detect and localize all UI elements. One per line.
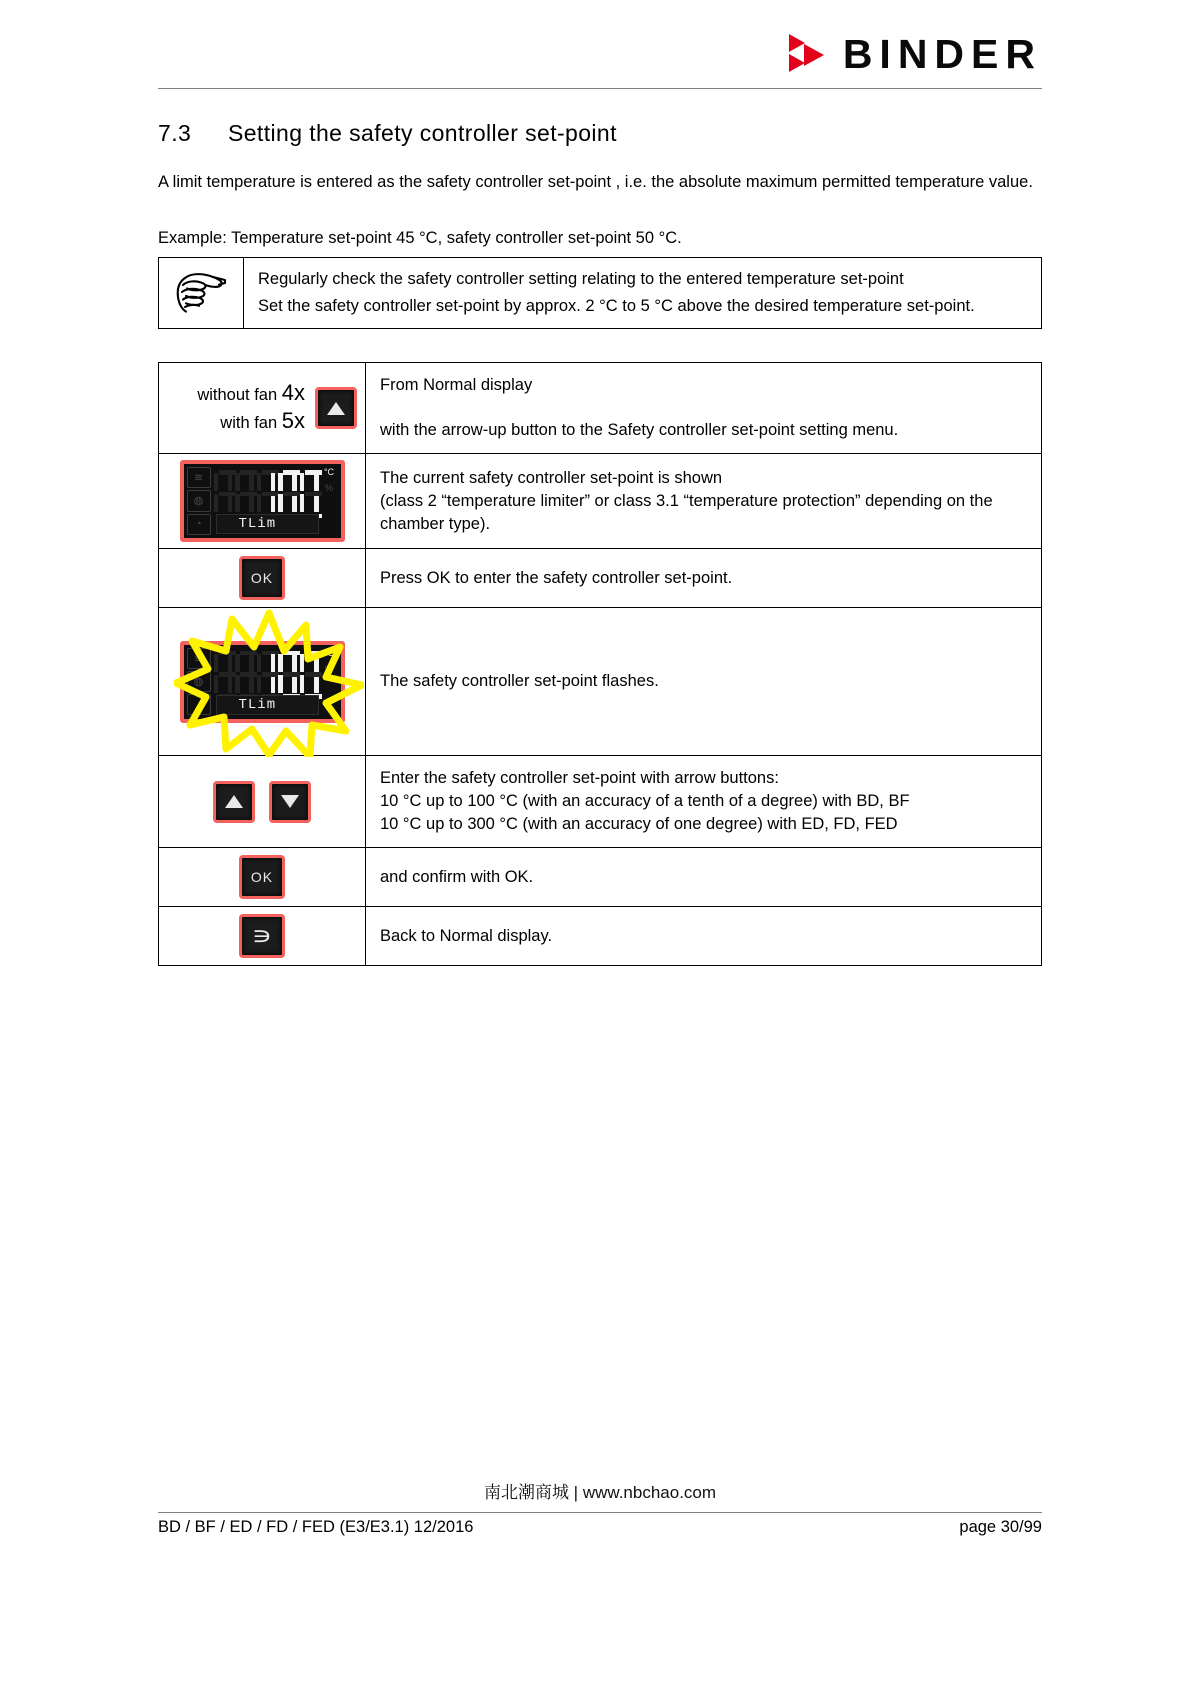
digit-blank [235, 651, 254, 699]
controller-display [180, 460, 345, 542]
step-confirm-description [366, 848, 1042, 907]
step-press-ok-description [366, 549, 1042, 608]
fan-icon: ◍ [187, 490, 211, 511]
step-enter-value-controls [159, 756, 366, 848]
display-units [321, 468, 338, 493]
arrow-down-icon [281, 795, 299, 808]
label-without-fan: without fan [197, 386, 278, 404]
step-flashing-line-1: The safety controller set-point flashes. [380, 672, 659, 690]
step-flashing-description [366, 608, 1042, 756]
footer-divider [158, 1512, 1042, 1513]
digit-1 [257, 470, 276, 518]
step-show-setpoint-display [159, 454, 366, 549]
ok-button[interactable] [239, 556, 285, 600]
step-show-setpoint-line-2: (class 2 “temperature limiter” or class 3.1 “temperature protection” depending on the chamber type). [380, 491, 993, 533]
step-confirm-line-1: and confirm with OK. [380, 867, 534, 886]
intro-paragraph-1: A limit temperature is entered as the safety controller set-point , i.e. the absolute maximum permitted temperature value. [158, 173, 1033, 191]
label-with-fan: with fan [220, 414, 278, 432]
unit-celsius: °C [323, 467, 335, 477]
digit-blank [214, 470, 233, 518]
note-line-1: Regularly check the safety controller setting relating to the entered temperature set-point [258, 270, 904, 288]
step-enter-value-line-3: 10 °C up to 300 °C (with an accuracy of one degree) with ED, FD, FED [380, 815, 898, 833]
binder-logo [789, 32, 1042, 76]
step-navigate-control [159, 363, 366, 454]
step-press-ok-line-1: Press OK to enter the safety controller set-point. [380, 568, 733, 587]
humidity-icon: ◔ [187, 514, 211, 535]
ok-button[interactable] [239, 855, 285, 899]
unit-celsius: °C [323, 647, 335, 658]
section-number: 7.3 [158, 120, 192, 146]
back-button[interactable] [239, 914, 285, 958]
fan-icon: ◍ [187, 671, 211, 692]
display-status-icons [187, 648, 211, 716]
digit-blank [235, 470, 254, 518]
digit-blank [214, 651, 233, 699]
unit-percent: % [324, 663, 333, 674]
step-back-line-1: Back to Normal display. [380, 926, 553, 945]
ok-label: OK [250, 570, 274, 586]
footer-document-id: BD / BF / ED / FD / FED (E3/E3.1) 12/2016 [158, 1518, 474, 1536]
step-enter-value-line-2: 10 °C up to 100 °C (with an accuracy of a tenth of a degree) with BD, BF [380, 792, 910, 810]
display-parameter-label: TLim [216, 514, 319, 534]
back-arrow-icon: ∍ [251, 921, 273, 950]
table-row [159, 756, 1042, 848]
note-box [158, 257, 1042, 329]
count-without-fan: 4x [281, 380, 305, 405]
digit-0 [278, 651, 297, 699]
step-enter-value-line-1: Enter the safety controller set-point with arrow buttons: [380, 769, 779, 787]
step-enter-value-description [366, 756, 1042, 848]
table-row [159, 454, 1042, 549]
unit-percent: % [324, 483, 333, 493]
display-units [321, 649, 338, 674]
footer-watermark: 南北潮商城 | www.nbchao.com [483, 1483, 717, 1502]
digit-0 [300, 651, 319, 699]
heater-icon: ≋ [187, 648, 211, 669]
digit-1 [257, 651, 276, 699]
note-text [244, 258, 1041, 328]
table-row [159, 907, 1042, 966]
step-show-setpoint-description [366, 454, 1042, 549]
note-line-2: Set the safety controller set-point by approx. 2 °C to 5 °C above the desired temperature set-point. [258, 297, 975, 315]
digit-0 [300, 470, 319, 518]
pointing-hand-icon [159, 258, 244, 328]
arrow-up-icon [327, 402, 345, 415]
section-title: Setting the safety controller set-point [228, 120, 617, 146]
page-title [158, 120, 617, 147]
arrow-down-button[interactable] [269, 781, 311, 823]
brand-name: BINDER [842, 30, 1042, 77]
heater-icon: ≋ [187, 467, 211, 488]
table-row [159, 848, 1042, 907]
intro-paragraph-2: Example: Temperature set-point 45 °C, safety controller set-point 50 °C. [158, 229, 682, 247]
step-press-ok-control [159, 549, 366, 608]
display-status-icons [187, 467, 211, 535]
digit-0 [278, 470, 297, 518]
press-counts [197, 380, 305, 436]
header-divider [158, 88, 1042, 89]
step-back-control [159, 907, 366, 966]
arrow-up-icon [225, 795, 243, 808]
page-footer [158, 1518, 1042, 1537]
procedure-table [158, 362, 1042, 966]
arrow-up-button[interactable] [315, 387, 357, 429]
step-confirm-control [159, 848, 366, 907]
display-digits [214, 649, 319, 701]
step-navigate-description [366, 363, 1042, 454]
table-row [159, 549, 1042, 608]
step-navigate-line-1: From Normal display [380, 376, 533, 394]
step-back-description [366, 907, 1042, 966]
humidity-icon: ◔ [187, 694, 211, 715]
step-navigate-line-2: with the arrow-up button to the Safety controller set-point setting menu. [380, 421, 899, 439]
step-show-setpoint-line-1: The current safety controller set-point is shown [380, 468, 723, 487]
display-parameter-label: TLim [216, 695, 319, 715]
footer-page-number: page 30/99 [959, 1518, 1042, 1536]
arrow-up-button[interactable] [213, 781, 255, 823]
controller-display-flashing [180, 641, 345, 723]
binder-triangles-logo-icon [789, 32, 833, 76]
display-digits [214, 468, 319, 520]
count-with-fan: 5x [281, 408, 305, 433]
step-flashing-display [159, 608, 366, 756]
table-row [159, 363, 1042, 454]
table-row [159, 608, 1042, 756]
page-header [158, 22, 1042, 88]
ok-label: OK [250, 869, 274, 885]
